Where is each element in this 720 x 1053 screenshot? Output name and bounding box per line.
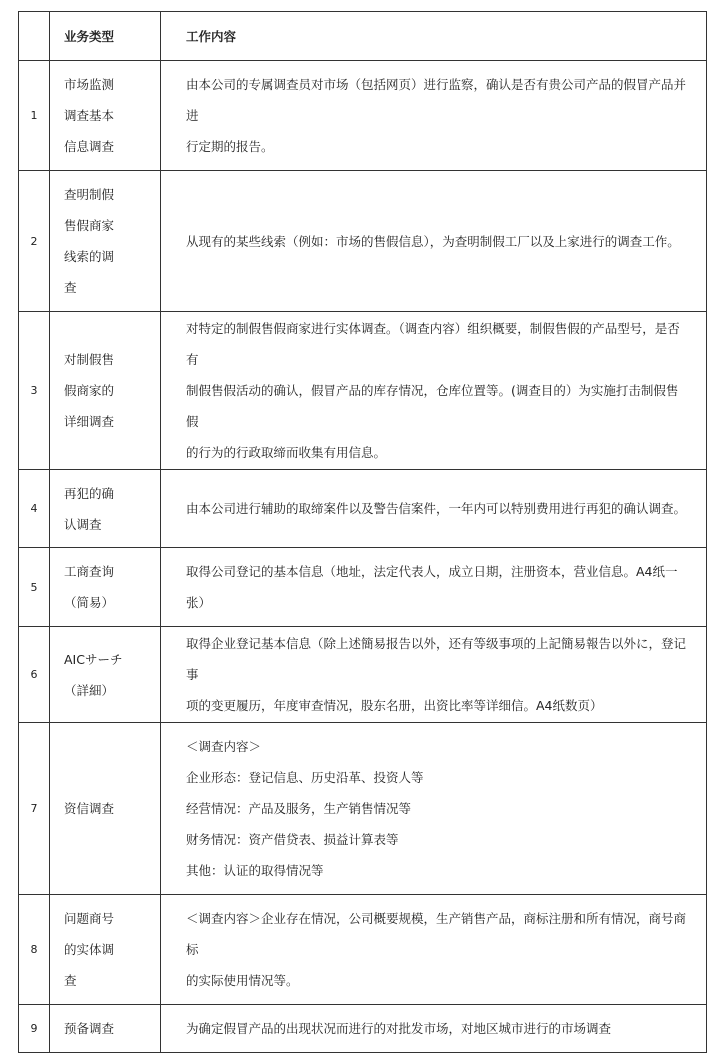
work-content-line: 的行为的行政取缔而收集有用信息。 xyxy=(186,445,387,460)
work-content-line: ＜调查内容＞企业存在情况，公司概要规模，生产销售产品，商标注册和所有情况，商号商标 xyxy=(186,911,687,957)
business-type-cell xyxy=(50,61,161,171)
business-type-line: 详细调查 xyxy=(64,414,115,429)
table-row xyxy=(19,312,707,470)
business-type-line: 信息调查 xyxy=(64,139,115,154)
business-type-line: 对制假售 xyxy=(64,352,115,367)
row-number: 6 xyxy=(19,627,50,723)
work-content-cell xyxy=(161,548,707,627)
business-type-line: （简易） xyxy=(64,595,115,610)
business-type-line: 市场监测 xyxy=(64,77,115,92)
business-type-cell xyxy=(50,470,161,548)
business-type-line: 售假商家 xyxy=(64,218,115,233)
table-row xyxy=(19,171,707,312)
business-type-line: 查 xyxy=(64,280,77,295)
table-row xyxy=(19,627,707,723)
work-content-cell xyxy=(161,61,707,171)
row-number: 2 xyxy=(19,171,50,312)
business-type-cell xyxy=(50,548,161,627)
business-type-line: 资信调查 xyxy=(64,801,115,816)
work-content-line: 为确定假冒产品的出现状况而进行的对批发市场，对地区城市进行的市场调查 xyxy=(186,1021,612,1036)
business-type-cell xyxy=(50,312,161,470)
work-content-cell xyxy=(161,723,707,895)
work-content-line: 项的变更履历，年度审查情况，股东名册，出资比率等详细信。A4纸数页） xyxy=(186,698,603,713)
table-row xyxy=(19,895,707,1005)
row-number: 8 xyxy=(19,895,50,1005)
business-type-line: 线索的调 xyxy=(64,249,115,264)
business-type-line: 的实体调 xyxy=(64,942,115,957)
work-content-line: 财务情况：资产借贷表、损益计算表等 xyxy=(186,832,399,847)
work-content-line: 取得公司登记的基本信息（地址，法定代表人，成立日期，注册资本，营业信息。A4纸一张） xyxy=(186,564,678,610)
row-number: 7 xyxy=(19,723,50,895)
work-content-line: 企业形态：登记信息、历史沿革、投资人等 xyxy=(186,770,424,785)
table-row xyxy=(19,61,707,171)
work-content-line: 行定期的报告。 xyxy=(186,139,274,154)
row-number: 9 xyxy=(19,1005,50,1053)
work-content-line: 制假售假活动的确认，假冒产品的库存情况，仓库位置等。(调查目的）为实施打击制假售假 xyxy=(186,383,679,429)
header-number xyxy=(19,12,50,61)
work-content-line: 的实际使用情况等。 xyxy=(186,973,299,988)
business-type-cell xyxy=(50,723,161,895)
business-type-cell xyxy=(50,171,161,312)
table-row xyxy=(19,470,707,548)
header-row xyxy=(19,12,707,61)
work-content-cell xyxy=(161,627,707,723)
work-content-line: 经营情况：产品及服务，生产销售情况等 xyxy=(186,801,412,816)
table-row xyxy=(19,548,707,627)
row-number: 3 xyxy=(19,312,50,470)
business-type-line: （詳細） xyxy=(64,682,115,698)
service-table xyxy=(18,11,707,1053)
work-content-line: 其他：认证的取得情况等 xyxy=(186,863,324,878)
table-row xyxy=(19,1005,707,1053)
business-type-line: 查明制假 xyxy=(64,187,115,202)
business-type-line: 调查基本 xyxy=(64,108,115,123)
business-type-line: 再犯的确 xyxy=(64,485,115,501)
work-content-cell xyxy=(161,312,707,470)
business-type-cell xyxy=(50,627,161,723)
row-number: 4 xyxy=(19,470,50,548)
work-content-line: 由本公司进行辅助的取缔案件以及警告信案件，一年内可以特别费用进行再犯的确认调查。 xyxy=(186,501,687,516)
row-number: 1 xyxy=(19,61,50,171)
business-type-line: 查 xyxy=(64,973,77,988)
work-content-line: ＜调查内容＞ xyxy=(186,739,262,754)
row-number: 5 xyxy=(19,548,50,627)
work-content-line: 对特定的制假售假商家进行实体调查。（调查内容）组织概要，制假售假的产品型号，是否有 xyxy=(186,321,680,367)
work-content-cell xyxy=(161,895,707,1005)
header-business-type: 业务类型 xyxy=(50,12,161,61)
work-content-line: 由本公司的专属调查员对市场（包括网页）进行监察，确认是否有贵公司产品的假冒产品并进 xyxy=(186,77,687,123)
business-type-cell xyxy=(50,895,161,1005)
business-type-line: 假商家的 xyxy=(64,383,115,398)
work-content-cell xyxy=(161,1005,707,1053)
work-content-line: 取得企业登记基本信息（除上述簡易报告以外，还有等级事项的上記簡易報告以外に，登记事 xyxy=(186,636,687,682)
business-type-line: 预备调查 xyxy=(64,1021,115,1036)
business-type-line: 问题商号 xyxy=(64,911,115,926)
work-content-line: 从现有的某些线索（例如：市场的售假信息），为查明制假工厂以及上家进行的调查工作。 xyxy=(186,233,680,249)
business-type-cell xyxy=(50,1005,161,1053)
header-work-content: 工作内容 xyxy=(161,12,707,61)
work-content-cell xyxy=(161,470,707,548)
work-content-cell xyxy=(161,171,707,312)
business-type-line: 认调查 xyxy=(64,516,102,532)
business-type-line: AICサーチ xyxy=(64,651,123,667)
table-row xyxy=(19,723,707,895)
business-type-line: 工商查询 xyxy=(64,564,115,579)
